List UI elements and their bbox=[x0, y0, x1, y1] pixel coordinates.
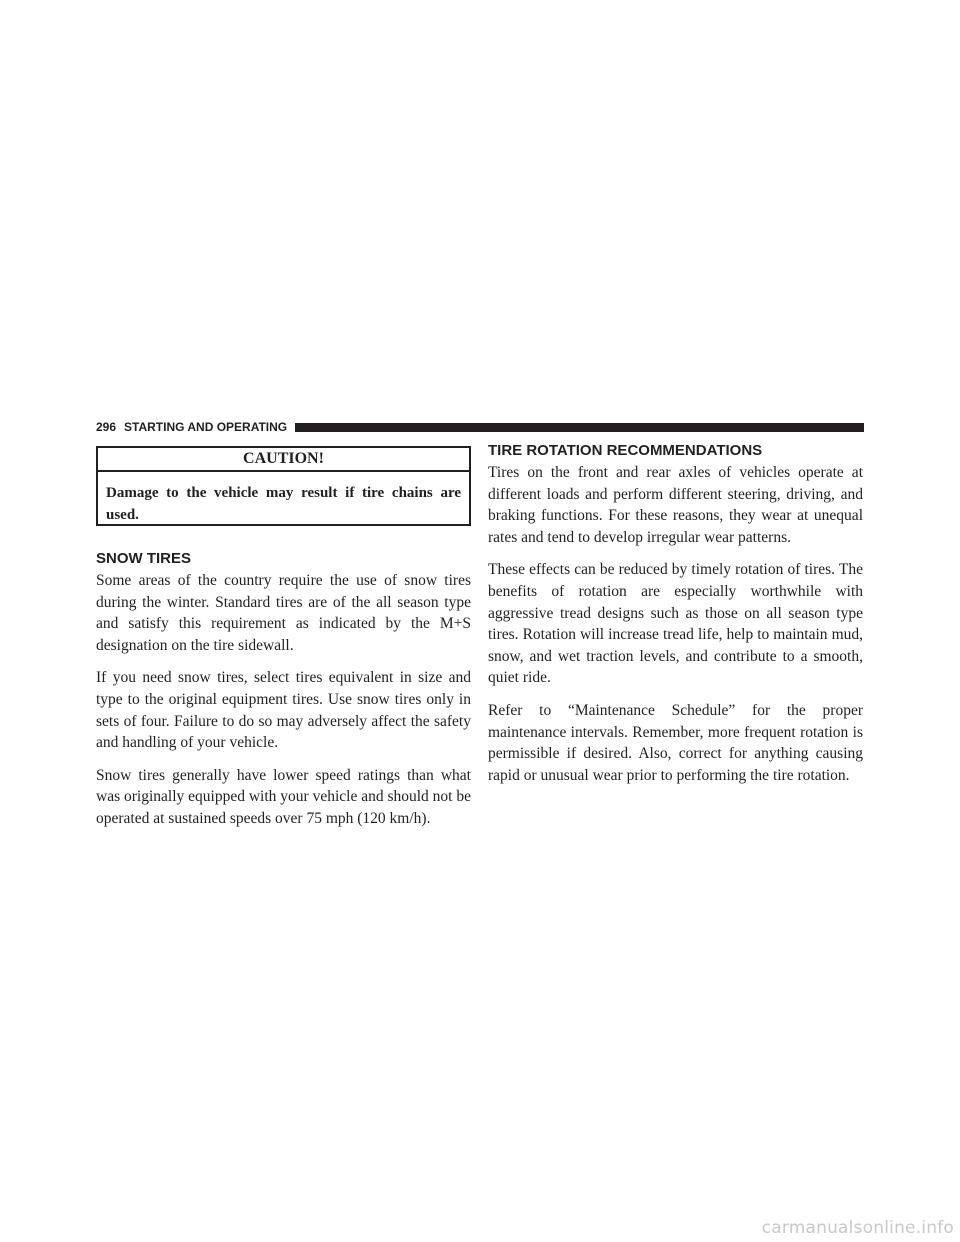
page-header bbox=[96, 418, 864, 436]
caution-body: Damage to the vehicle may result if tire chains are used. bbox=[106, 485, 461, 523]
snow-tires-paragraph: If you need snow tires, select tires equivalent in size and type to the original equipment tires. Use snow tires only in sets of four. Failure to do so may adversely affect the safety and handling of your vehicle. bbox=[96, 669, 471, 752]
tire-rotation-heading: TIRE ROTATION RECOMMENDATIONS bbox=[488, 442, 763, 459]
tire-rotation-paragraph: These effects can be reduced by timely rotation of tires. The benefits of rotation are especially worthwhile with aggressive tread designs such as those on all season type tires. Rotation will increase tread life, help to maintain mud, snow, and wet traction levels, and contribute to a smooth, quiet ride. bbox=[488, 561, 863, 687]
page-number: 296 bbox=[96, 420, 117, 434]
snow-tires-paragraph: Snow tires generally have lower speed ratings than what was originally equipped with your vehicle and should not be operated at sustained speeds over 75 mph (120 km/h). bbox=[96, 766, 471, 827]
left-column bbox=[96, 446, 471, 830]
caution-title: CAUTION! bbox=[98, 448, 469, 472]
snow-tires-heading: SNOW TIRES bbox=[96, 550, 192, 567]
tire-rotation-paragraph: Refer to “Maintenance Schedule” for the proper maintenance intervals. Remember, more frequent rotation is permissible if desired. Also, correct for anything causing rapid or unusual wear prior to performing the tire rotation. bbox=[488, 701, 863, 784]
right-column bbox=[488, 442, 863, 786]
tire-rotation-paragraph: Tires on the front and rear axles of vehicles operate at different loads and perform different steering, driving, and braking functions. For these reasons, they wear at unequal rates and tend to develop irregular wear patterns. bbox=[488, 464, 863, 546]
caution-box bbox=[96, 446, 471, 526]
section-title: STARTING AND OPERATING bbox=[124, 420, 288, 434]
snow-tires-paragraph: Some areas of the country require the use of snow tires during the winter. Standard tires are of the all season type and satisfy this requirement as indicated by the M+S designation on the tire sidewall. bbox=[96, 572, 471, 654]
header-rule bbox=[295, 423, 864, 432]
watermark-text: carmanualsonline.info bbox=[761, 1218, 954, 1238]
